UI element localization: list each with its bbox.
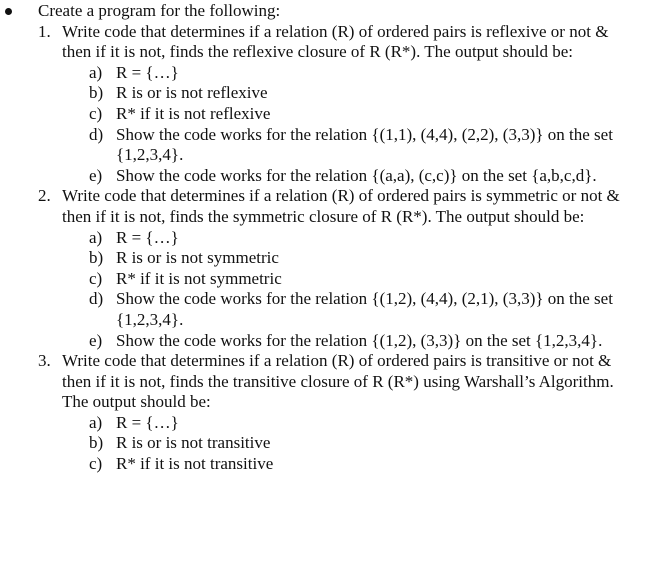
item-text: R is or is not reflexive <box>116 83 268 103</box>
task-1-item-c <box>0 104 658 125</box>
item-letter: b) <box>89 433 104 453</box>
item-text: Show the code works for the relation {(a,a), (c,c)} on the set {a,b,c,d}. <box>116 165 597 185</box>
item-letter: a) <box>89 227 103 247</box>
item-letter: d) <box>89 289 104 309</box>
task-number: 3. <box>38 351 51 371</box>
task-3-item-b <box>0 433 658 454</box>
item-text: R = {…} <box>116 412 179 432</box>
task-number: 1. <box>38 21 51 41</box>
item-letter: a) <box>89 412 103 432</box>
item-text: R = {…} <box>116 227 179 247</box>
task-text: Write code that determines if a relation (R) of ordered pairs is symmetric or not & then if it is not, finds the symmetric closure of R (R*). The output should be: <box>62 186 620 226</box>
task-3-item-a <box>0 413 658 434</box>
item-text: R* if it is not reflexive <box>116 103 271 123</box>
task-2-item-d <box>0 289 658 330</box>
item-letter: b) <box>89 83 104 103</box>
item-letter: b) <box>89 248 104 268</box>
task-2-item-a <box>0 228 658 249</box>
task-number: 2. <box>38 186 51 206</box>
task-3 <box>0 351 658 413</box>
item-text: Show the code works for the relation {(1,2), (3,3)} on the set {1,2,3,4}. <box>116 330 603 350</box>
document <box>0 1 658 475</box>
item-letter: d) <box>89 124 104 144</box>
task-2 <box>0 186 658 227</box>
task-text: Write code that determines if a relation (R) of ordered pairs is transitive or not & then if it is not, finds the transitive closure of R (R*) using Warshall’s Algorithm. The output should be: <box>62 351 614 412</box>
task-1-item-a <box>0 63 658 84</box>
item-letter: e) <box>89 165 103 185</box>
item-letter: c) <box>89 268 103 288</box>
item-text: R is or is not transitive <box>116 433 271 453</box>
task-1-item-b <box>0 83 658 104</box>
task-1-item-e <box>0 166 658 187</box>
intro-text: Create a program for the following: <box>38 1 281 20</box>
item-text: Show the code works for the relation {(1,1), (4,4), (2,2), (3,3)} on the set {1,2,3,4}. <box>116 124 613 165</box>
intro-bullet <box>0 1 658 22</box>
task-1-item-d <box>0 125 658 166</box>
task-3-item-c <box>0 454 658 475</box>
task-2-item-b <box>0 248 658 269</box>
item-text: R* if it is not symmetric <box>116 268 282 288</box>
task-1 <box>0 22 658 63</box>
item-text: Show the code works for the relation {(1,2), (4,4), (2,1), (3,3)} on the set {1,2,3,4}. <box>116 289 613 329</box>
item-letter: a) <box>89 62 103 82</box>
item-letter: c) <box>89 103 103 123</box>
item-text: R* if it is not transitive <box>116 454 274 474</box>
item-text: R = {…} <box>116 62 179 82</box>
task-text: Write code that determines if a relation (R) of ordered pairs is reflexive or not & then if it is not, finds the reflexive closure of R (R*). The output should be: <box>62 21 609 62</box>
task-2-item-c <box>0 269 658 290</box>
item-letter: c) <box>89 454 103 474</box>
item-letter: e) <box>89 330 103 350</box>
bullet-icon <box>5 8 12 15</box>
task-2-item-e <box>0 331 658 352</box>
item-text: R is or is not symmetric <box>116 248 279 268</box>
